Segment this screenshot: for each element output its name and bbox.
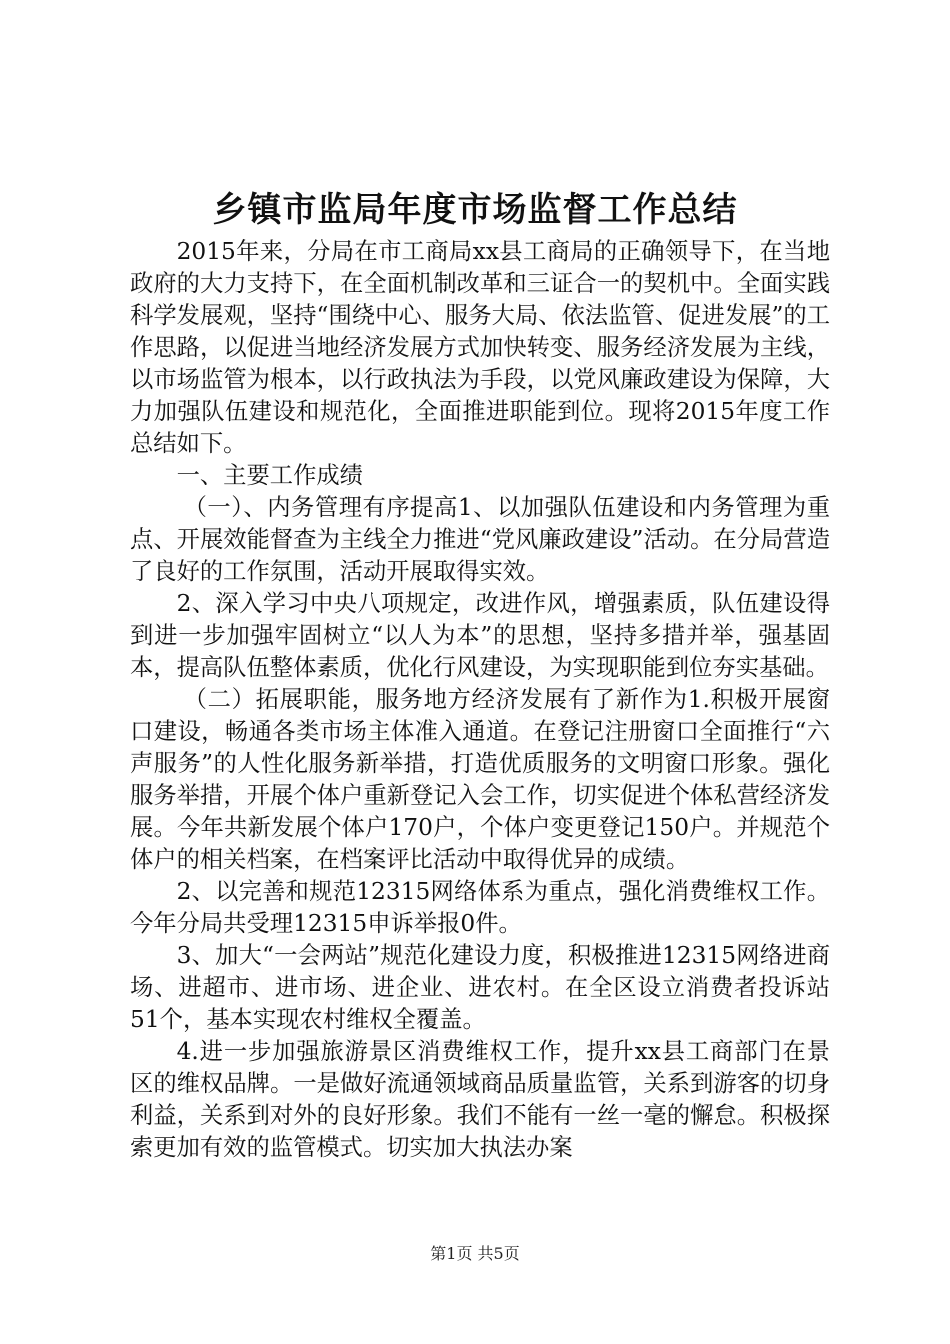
document-body: [130, 236, 830, 1164]
page-number-footer: 第1页 共5页: [430, 1244, 520, 1263]
document-title: 乡镇市监局年度市场监督工作总结: [212, 190, 738, 230]
paragraph-12315-network: 2、以完善和规范12315网络体系为重点，强化消费维权工作。今年分局共受理12315申诉举报0件。: [130, 878, 830, 937]
section-heading-main-achievements: 一、主要工作成绩: [176, 462, 363, 489]
paragraph-intro: 2015年来，分局在市工商局xx县工商局的正确领导下，在当地政府的大力支持下，在全面机制改革和三证合一的契机中。全面实践科学发展观，坚持“围绕中心、服务大局、依法监管、促进发展”的工作思路，以促进当地经济发展方式加快转变、服务经济发展为主线，以市场监管为根本，以行政执法为手段，以党风廉政建设为保障，大力加强队伍建设和规范化，全面推进职能到位。现将2015年度工作总结如下。: [130, 238, 830, 457]
paragraph-one-association-two-stations: 3、加大“一会两站”规范化建设力度，积极推进12315网络进商场、进超市、进市场、进企业、进农村。在全区设立消费者投诉站51个，基本实现农村维权全覆盖。: [130, 942, 830, 1033]
paragraph-tourism-consumer-rights: 4.进一步加强旅游景区消费维权工作，提升xx县工商部门在景区的维权品牌。一是做好流通领域商品质量监管，关系到游客的切身利益，关系到对外的良好形象。我们不能有一丝一毫的懈怠。积极探索更加有效的监管模式。切实加大执法办案: [130, 1038, 830, 1161]
paragraph-internal-management: （一）、内务管理有序提高1、以加强队伍建设和内务管理为重点、开展效能督查为主线全力推进“党风廉政建设”活动。在分局营造了良好的工作氛围，活动开展取得实效。: [130, 494, 830, 585]
paragraph-expand-functions: （二）拓展职能，服务地方经济发展有了新作为1.积极开展窗口建设，畅通各类市场主体准入通道。在登记注册窗口全面推行“六声服务”的人性化服务新举措，打造优质服务的文明窗口形象。强化服务举措，开展个体户重新登记入会工作，切实促进个体私营经济发展。今年共新发展个体户170户，个体户变更登记150户。并规范个体户的相关档案，在档案评比活动中取得优异的成绩。: [130, 686, 830, 873]
paragraph-team-building: 2、深入学习中央八项规定，改进作风，增强素质，队伍建设得到进一步加强牢固树立“以人为本”的思想，坚持多措并举，强基固本，提高队伍整体素质，优化行风建设，为实现职能到位夯实基础。: [130, 590, 830, 681]
